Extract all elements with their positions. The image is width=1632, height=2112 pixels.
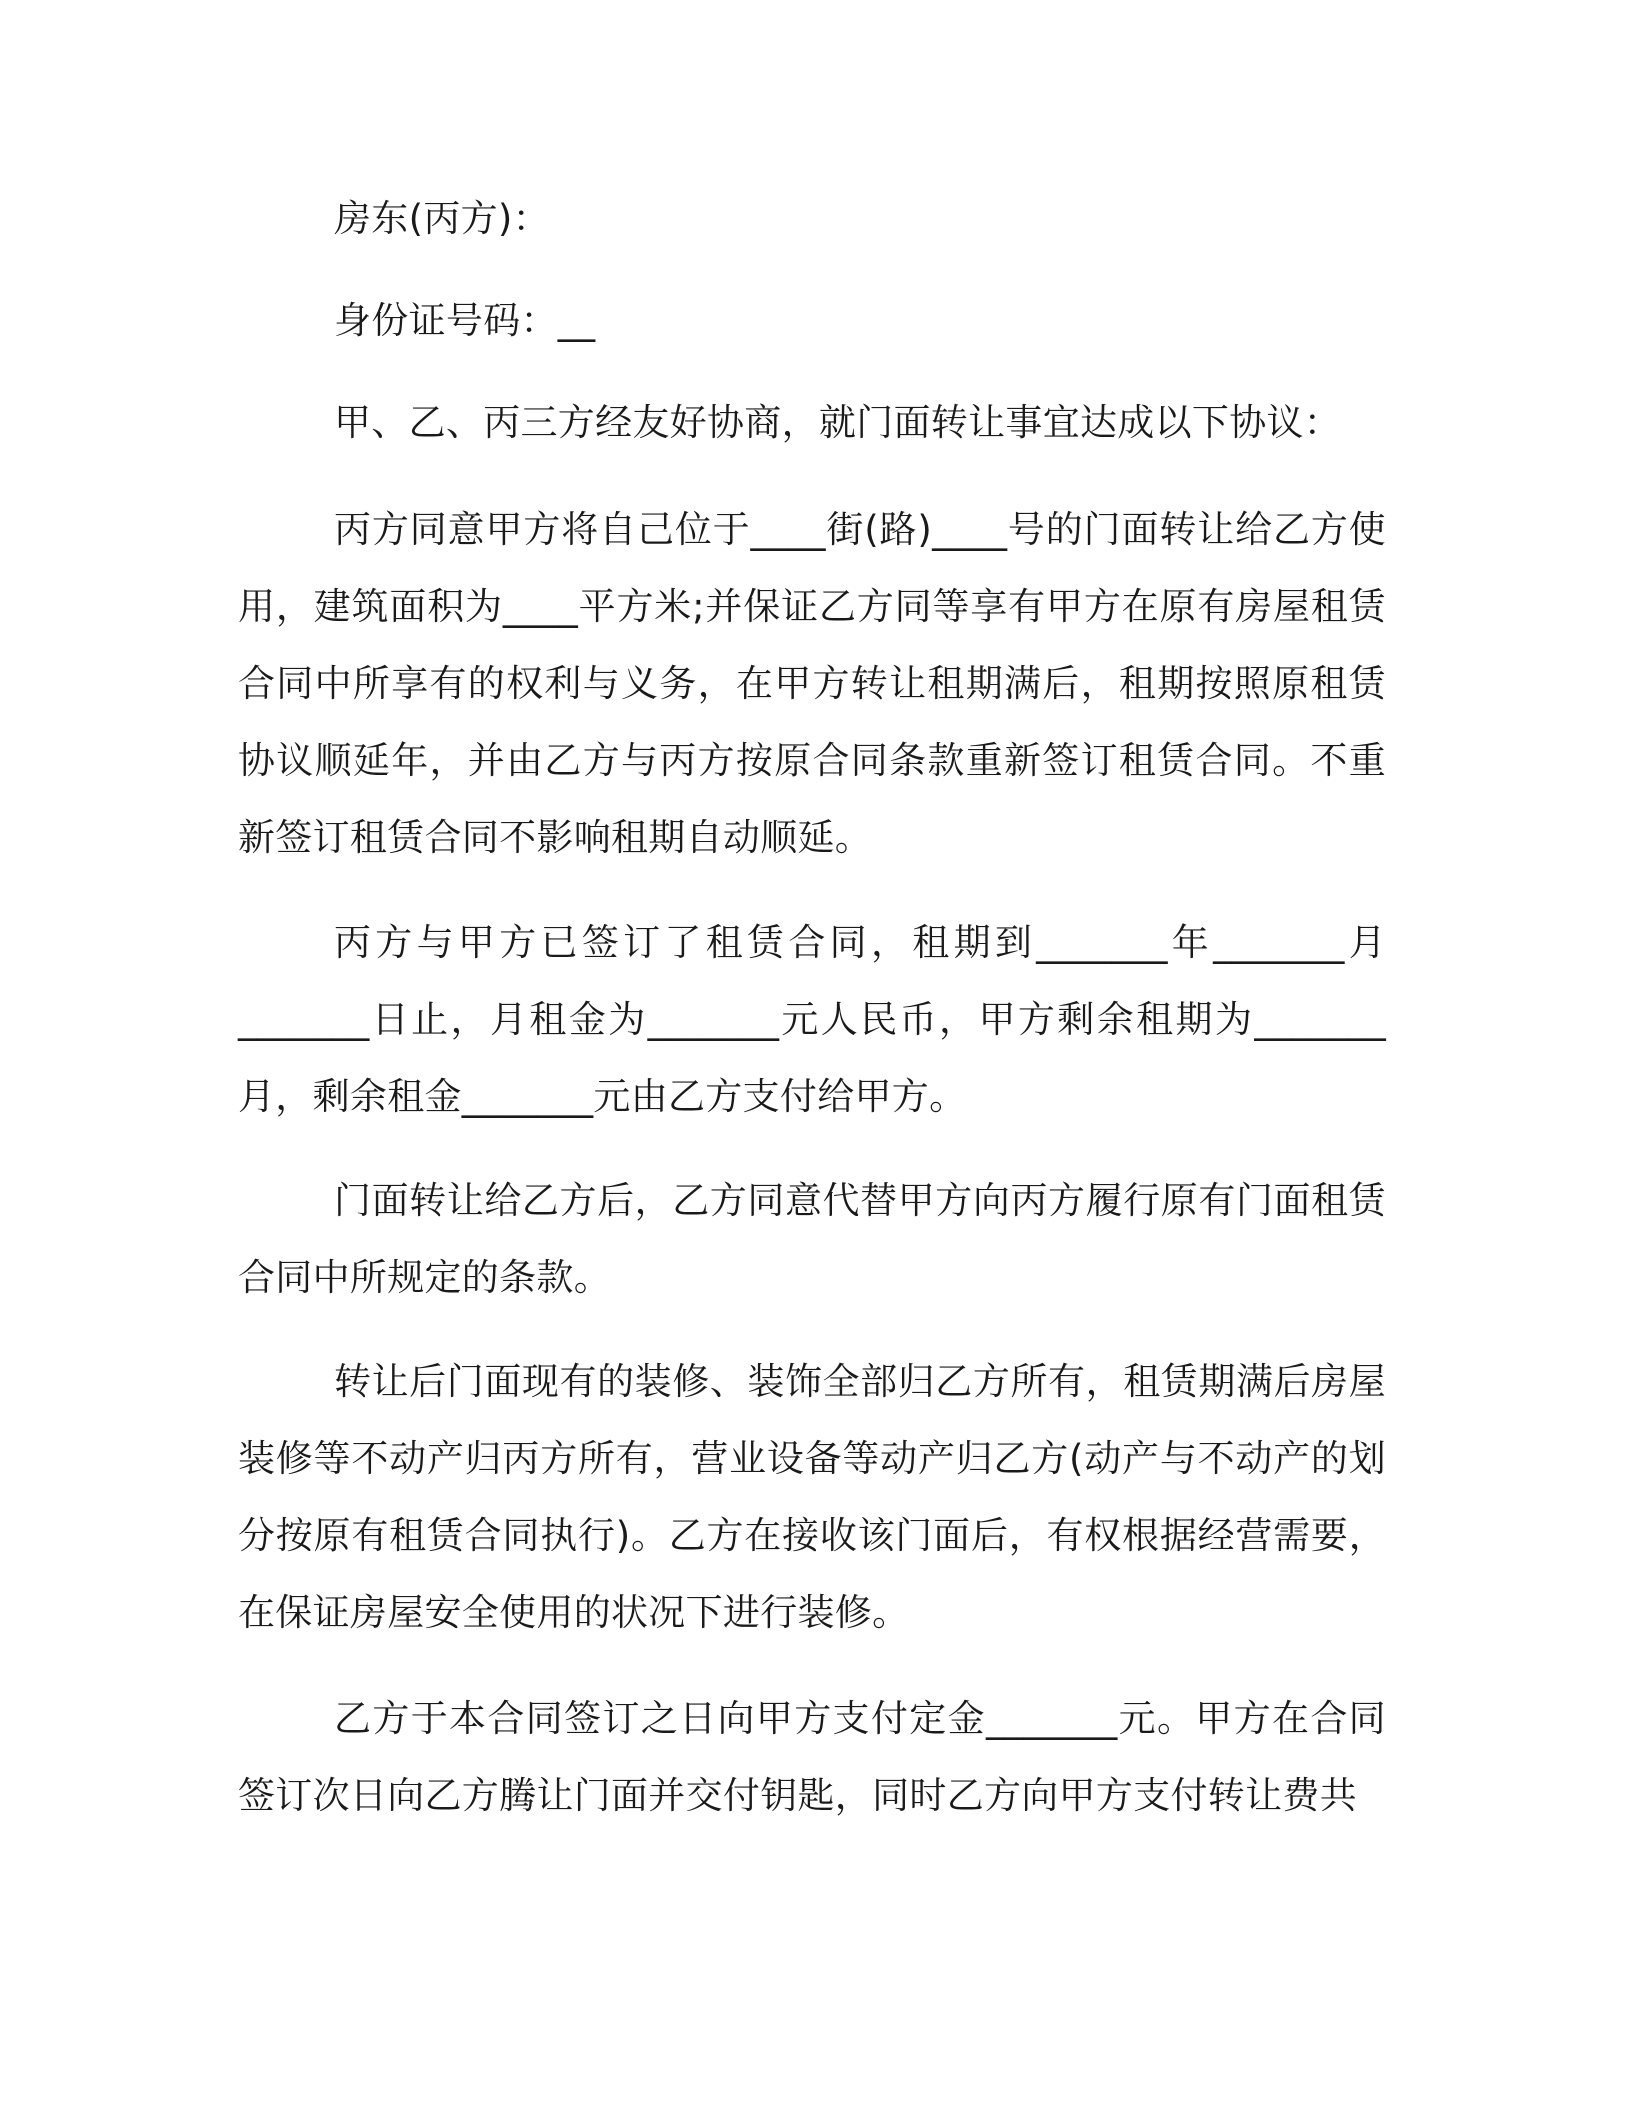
clause-paragraph: 丙方与甲方已签订了租赁合同，租期到_______年_______月_______日止，月租金为_______元人民币，甲方剩余租期为_______月，剩余租金_______元由乙方支付给甲方。 (238, 921, 1386, 1118)
clause-paragraph: 乙方于本合同签订之日向甲方支付定金_______元。甲方在合同签订次日向乙方腾让门面并交付钥匙，同时乙方向甲方支付转让费共 (238, 1697, 1386, 1817)
clause-paragraph: 丙方同意甲方将自己位于____街(路)____号的门面转让给乙方使用，建筑面积为____平方米;并保证乙方同等享有甲方在原有房屋租赁合同中所享有的权利与义务，在甲方转让租期满后，租期按照原租赁协议顺延年，并由乙方与丙方按原合同条款重新签订租赁合同。不重新签订租赁合同不影响租期自动顺延。 (238, 508, 1386, 859)
clause-paragraph: 门面转让给乙方后，乙方同意代替甲方向丙方履行原有门面租赁合同中所规定的条款。 (238, 1179, 1386, 1299)
landlord-line: 房东(丙方)： (334, 197, 550, 240)
agreement-intro: 甲、乙、丙三方经友好协商，就门面转让事宜达成以下协议： (334, 401, 1342, 444)
clause-paragraph: 转让后门面现有的装修、装饰全部归乙方所有，租赁期满后房屋装修等不动产归丙方所有，营业设备等动产归乙方(动产与不动产的划分按原有租赁合同执行)。乙方在接收该门面后，有权根据经营需要，在保证房屋安全使用的状况下进行装修。 (238, 1360, 1386, 1634)
id-number-line: 身份证号码：__ (334, 299, 596, 342)
